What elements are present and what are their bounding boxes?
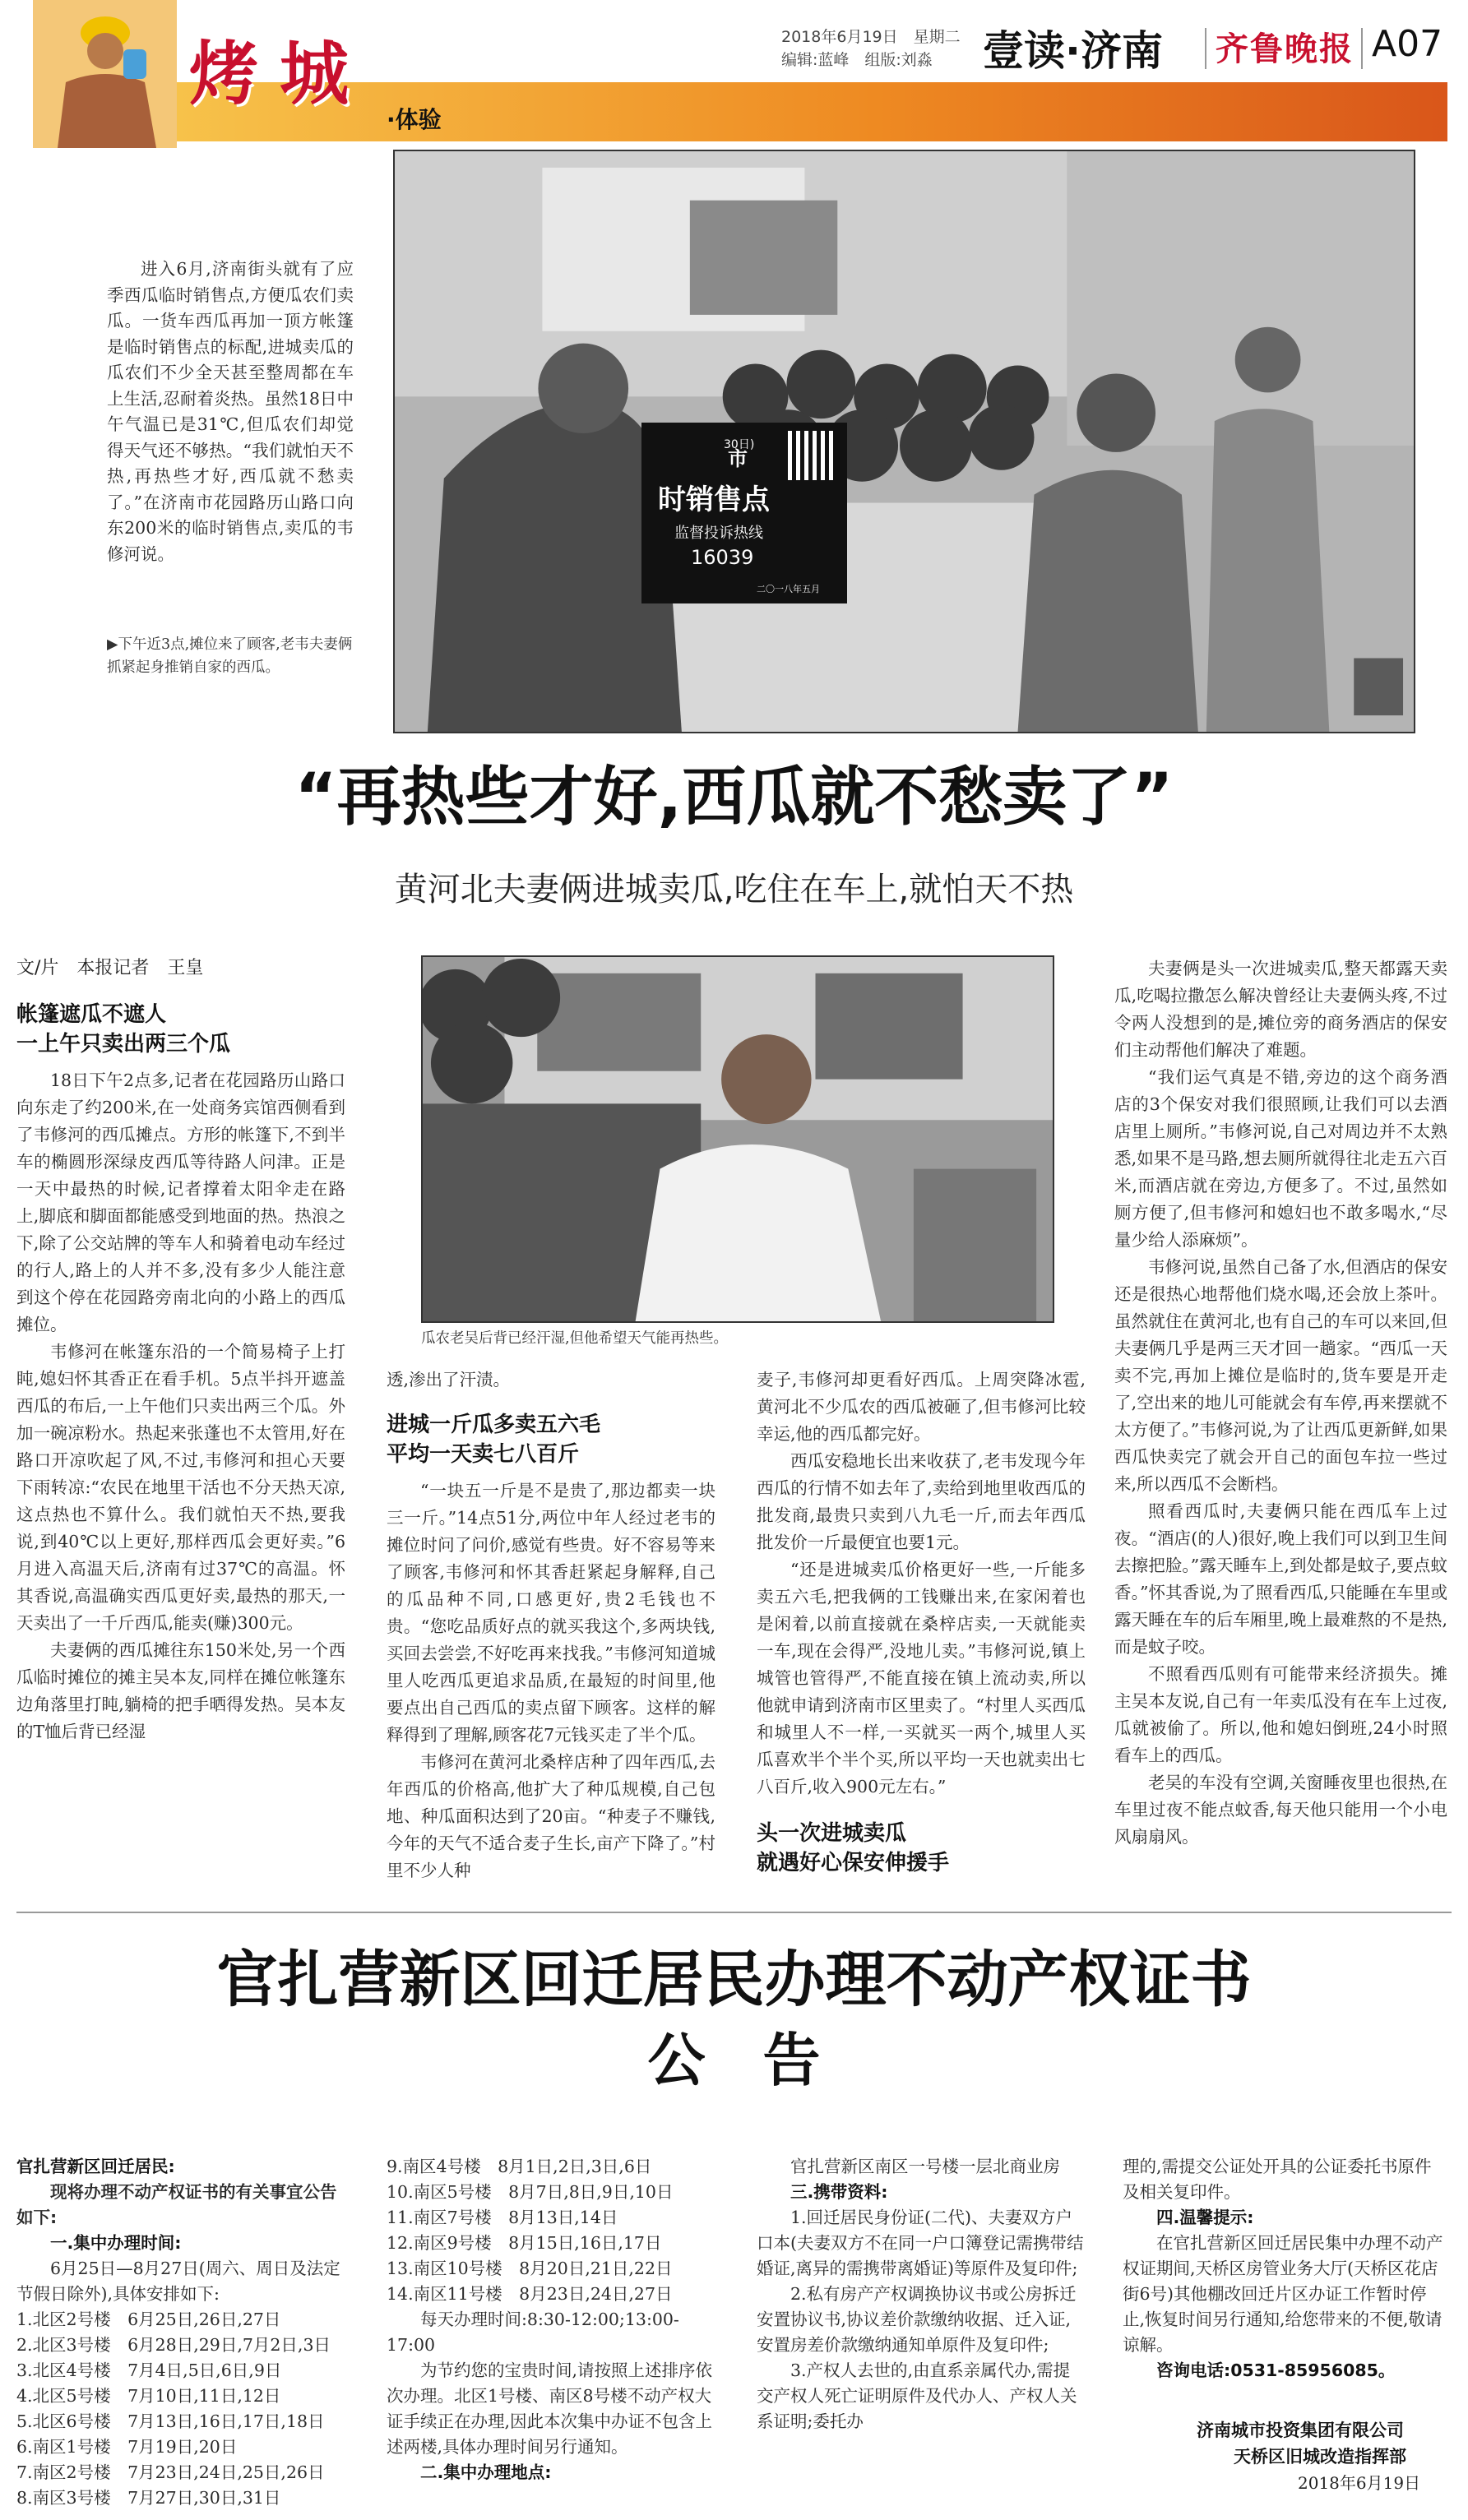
notice-material-1: 1.回迁居民身份证(二代)、夫妻双方户口本(夫妻双方不在同一户口簿登记需携带结婚证,离异的需携带离婚证)等原件及复印件;	[757, 2208, 1084, 2278]
main-headline: “再热些才好,西瓜就不愁卖了”	[294, 761, 1174, 835]
sign-line1: 市	[728, 447, 748, 470]
notice-schedule-row: 14.南区11号楼 8月23日,24日,27日	[387, 2284, 673, 2304]
notice-date: 2018年6月19日	[1298, 2473, 1421, 2493]
sign-line3: 30日)	[724, 438, 755, 451]
notice-schedule-row: 2.北区3号楼 6月28日,29日,7月2日,3日	[16, 2335, 331, 2355]
notice-office-hours: 每天办理时间:8:30-12:00;13:00-17:00	[387, 2310, 679, 2355]
notice-note: 为节约您的宝贵时间,请按照上述排序依次办理。北区1号楼、南区8号楼不动产权大证手续正在办理,因此本次集中办证不包含上述两楼,具体办理时间另行通知。	[387, 2360, 713, 2457]
subheading-2: 进城一斤瓜多卖五六毛 平均一天卖七八百斤	[387, 1413, 601, 1467]
col4-paragraph-5: 不照看西瓜则有可能带来经济损失。摊主吴本友说,自己有一年卖瓜没有在车上过夜,瓜就被偷了。所以,他和媳妇倒班,24小时照看车上的西瓜。	[1114, 1664, 1447, 1765]
col2-paragraph-1: “一块五一斤是不是贵了,那边都卖一块三一斤。”14点51分,两位中年人经过老韦的摊位时问了问价,感觉有些贵。好不容易等来了顾客,韦修河和怀其香赶紧起身解释,自己的瓜品种不同,口感更好,贵2毛钱也不贵。“您吃品质好点的就买我这个,多两块钱,买回去尝尝,不好吃再来找我。”韦修河知道城里人吃西瓜更追求品质,在最短的时间里,他要点出自己西瓜的卖点留下顾客。这样的解释得到了理解,顾客花7元钱买走了半个瓜。	[387, 1481, 715, 1745]
notice-issuer-1: 济南城市投资集团有限公司	[1197, 2421, 1404, 2440]
notice-schedule-row: 9.南区4号楼 8月1日,2日,3日,6日	[387, 2157, 652, 2176]
notice-title: 官扎营新区回迁居民办理不动产权证书	[216, 1944, 1252, 2015]
notice-schedule-row: 4.北区5号楼 7月10日,11日,12日	[16, 2386, 281, 2406]
article-col-1	[16, 995, 345, 1746]
notice-phone: 咨询电话:0531-85956085。	[1156, 2360, 1396, 2380]
article-col-2	[387, 1366, 715, 1884]
notice-issuer-2: 天桥区旧城改造指挥部	[1234, 2447, 1406, 2467]
worker-figure-icon	[33, 0, 177, 148]
col1-paragraph-2: 韦修河在帐篷东沿的一个简易椅子上打盹,媳妇怀其香正在看手机。5点半抖开遮盖西瓜的布后,一上午他们只卖出两三个瓜。外加一碗凉粉水。热起来张蓬也不太管用,好在路口开凉吹起了风,不过,韦修河和担心天要下雨转凉:“农民在地里干活也不分天热天凉,这点热也不算什么。我们就怕天不热,要我说,到40℃以上更好,那样西瓜会更好卖。”6月进入高温天后,济南有过37℃的高温。怀其香说,高温确实西瓜更好卖,最热的那天,一天卖出了一千斤西瓜,能卖(赚)300元。	[16, 1342, 345, 1633]
article-col-3	[757, 1366, 1086, 1886]
notice-subtitle: 公 告	[647, 2027, 821, 2094]
notice-section-4: 四.温馨提示:	[1156, 2208, 1254, 2227]
article-col-4	[1114, 955, 1447, 1851]
sales-point-sign	[641, 423, 847, 603]
notice-schedule-row: 8.南区3号楼 7月27日,30日,31日	[16, 2488, 281, 2508]
notice-schedule-row: 6.南区1号楼 7月19日,20日	[16, 2437, 238, 2457]
notice-greeting: 官扎营新区回迁居民:	[16, 2157, 175, 2176]
photo-watermelon-truck	[393, 150, 1415, 733]
notice-schedule-row: 3.北区4号楼 7月4日,5日,6日,9日	[16, 2360, 282, 2380]
column-title: 烤城	[189, 34, 371, 114]
notice-intro: 现将办理不动产权证书的有关事宜公告如下:	[16, 2182, 337, 2227]
notice-col-2	[387, 2154, 720, 2485]
notice-location: 官扎营新区南区一号楼一层北商业房	[790, 2157, 1060, 2176]
sign-line6: 二〇一八年五月	[757, 584, 820, 594]
col3-paragraph-0: 麦子,韦修河却更看好西瓜。上周突降冰雹,黄河北不少瓜农的西瓜被砸了,但韦修河比较幸运,他的西瓜都完好。	[757, 1370, 1086, 1444]
page-number: A07	[1372, 23, 1443, 65]
notice-schedule-row: 10.南区5号楼 8月7日,8日,9日,10日	[387, 2182, 674, 2202]
section-name: 壹读·济南	[983, 27, 1163, 75]
photo1-caption: ▶下午近3点,摊位来了顾客,老韦夫妻俩抓紧起身推销自家的西瓜。	[107, 636, 353, 676]
notice-schedule-row: 7.南区2号楼 7月23日,24日,25日,26日	[16, 2462, 325, 2482]
col3-paragraph-1: 西瓜安稳地长出来收获了,老韦发现今年西瓜的行情不如去年了,卖给到地里收西瓜的批发商,最贵只卖到八九毛一斤,而去年西瓜批发价一斤最便宜也要1元。	[757, 1451, 1086, 1552]
notice-schedule-row: 5.北区6号楼 7月13日,16日,17日,18日	[16, 2411, 325, 2431]
header-editors: 编辑:蓝峰 组版:刘淼	[781, 51, 933, 69]
notice-material-3: 3.产权人去世的,由直系亲属代办,需提交产权人死亡证明原件及代办人、产权人关系证明;委托办	[757, 2360, 1077, 2431]
notice-tip: 在官扎营新区回迁居民集中办理不动产权证期间,天桥区房管业务大厅(天桥区花店街6号)其他棚改回迁片区办证工作暂时停止,恢复时间另行通知,给您带来的不便,敬请谅解。	[1123, 2233, 1443, 2355]
worker-photo	[33, 0, 177, 148]
qr-code-icon	[788, 431, 837, 480]
col4-paragraph-2: “我们运气真是不错,旁边的这个商务酒店的3个保安对我们很照顾,让我们可以去酒店里上厕所。”韦修河说,自己对周边并不太熟悉,如果不是马路,想去厕所就得往北走五六百米,而酒店就在旁边,方便多了。不过,虽然如厕方便了,但韦修河和媳妇也不敢多喝水,“尽量少给人添麻烦”。	[1114, 1067, 1447, 1250]
notice-material-3-cont: 理的,需提交公证处开具的公证委托书原件及相关复印件。	[1123, 2157, 1432, 2202]
notice-schedule-row: 12.南区9号楼 8月15日,16日,17日	[387, 2233, 662, 2253]
col2-paragraph-0: 透,渗出了汗渍。	[387, 1370, 511, 1389]
header-divider-2	[1361, 28, 1363, 69]
notice-col-1	[16, 2154, 345, 2511]
sign-line4: 监督投诉热线	[674, 525, 763, 542]
notice-material-2: 2.私有房产产权调换协议书或公房拆迁安置协议书,协议差价款缴纳收据、迁入证,安置房差价款缴纳通知单原件及复印件;	[757, 2284, 1077, 2355]
notice-schedule-row: 13.南区10号楼 8月20日,21日,22日	[387, 2259, 673, 2278]
byline: 文/片 本报记者 王皇	[16, 958, 204, 978]
photo-farmer-wu	[421, 955, 1054, 1323]
col4-paragraph-4: 照看西瓜时,夫妻俩只能在西瓜车上过夜。“酒店(的人)很好,晚上我们可以到卫生间去擦把脸。”露天睡车上,到处都是蚊子,要点蚊香。”怀其香说,为了照看西瓜,只能睡在车里或露天睡在车的后车厢里,晚上最难熬的不是热,而是蚊子咬。	[1114, 1501, 1447, 1657]
sign-line5: 16039	[691, 546, 754, 569]
notice-section-3: 三.携带资料:	[790, 2182, 888, 2202]
header-divider	[1205, 28, 1206, 69]
sub-headline: 黄河北夫妻俩进城卖瓜,吃住在车上,就怕天不热	[394, 871, 1074, 909]
col1-paragraph-3: 夫妻俩的西瓜摊往东150米处,另一个西瓜临时摊位的摊主吴本友,同样在摊位帐篷东边角落里打盹,躺椅的把手晒得发热。吴本友的T恤后背已经湿	[16, 1640, 345, 1741]
subheading-1: 帐篷遮瓜不遮人 一上午只卖出两三个瓜	[16, 1002, 231, 1057]
paper-name: 齐鲁晚报	[1216, 30, 1354, 68]
notice-section-2: 二.集中办理地点:	[420, 2462, 552, 2482]
col4-paragraph-6: 老吴的车没有空调,关窗睡夜里也很热,在车里过夜不能点蚊香,每天他只能用一个小电风扇扇风。	[1114, 1773, 1447, 1847]
notice-col-4	[1123, 2154, 1447, 2384]
sign-line2: 时销售点	[658, 483, 770, 516]
notice-col-3	[757, 2154, 1086, 2434]
header-date: 2018年6月19日 星期二	[781, 28, 961, 46]
col1-paragraph-1: 18日下午2点多,记者在花园路历山路口向东走了约200米,在一处商务宾馆西侧看到了韦修河的西瓜摊点。方形的帐篷下,不到半车的椭圆形深绿皮西瓜等待路人问津。正是一天中最热的时候,记者撑着太阳伞走在路上,脚底和脚面都能感受到地面的热。热浪之下,除了公交站牌的等车人和骑着电动车经过的行人,路上的人并不多,没有多少人能注意到这个停在花园路旁南北向的小路上的西瓜摊位。	[16, 1070, 345, 1334]
col3-paragraph-2: “还是进城卖瓜价格更好一些,一斤能多卖五六毛,把我俩的工钱赚出来,在家闲着也是闲着,以前直接就在桑梓店卖,一天就能卖一车,现在会得严,没地儿卖。”韦修河说,镇上城管也管得严,不能直接在镇上流动卖,所以他就申请到济南市区里卖了。“村里人买西瓜和城里人不一样,一买就买一两个,城里人买瓜喜欢半个半个买,所以平均一天也就卖出七八百斤,收入900元左右。”	[757, 1560, 1086, 1796]
col4-paragraph-3: 韦修河说,虽然自己备了水,但酒店的保安还是很热心地帮他们烧水喝,还会放上茶叶。虽然就住在黄河北,也有自己的车可以来回,但夫妻俩几乎是两三天才回一趟家。“西瓜一天卖不完,再加上摊位是临时的,货车要是开走了,空出来的地儿可能就会有车停,再来摆就不太方便了。”韦修河说,为了让西瓜更新鲜,如果西瓜快卖完了就会开自己的面包车拉一些过来,所以西瓜不会断档。	[1114, 1257, 1447, 1494]
intro-text: 进入6月,济南街头就有了应季西瓜临时销售点,方便瓜农们卖瓜。一货车西瓜再加一顶方帐篷是临时销售点的标配,进城卖瓜的瓜农们不少全天甚至整周都在车上生活,忍耐着炎热。虽然18日中午气温已是31℃,但瓜农们却觉得天气还不够热。“我们就怕天不热,再热些才好,西瓜就不愁卖了。”在济南市花园路历山路口向东200米的临时销售点,卖瓜的韦修河说。	[107, 259, 354, 564]
notice-schedule-row: 11.南区7号楼 8月13日,14日	[387, 2208, 618, 2227]
subheading-3: 头一次进城卖瓜 就遇好心保安伸援手	[757, 1821, 950, 1875]
col2-paragraph-2: 韦修河在黄河北桑梓店种了四年西瓜,去年西瓜的价格高,他扩大了种瓜规模,自己包地、种瓜面积达到了20亩。“种麦子不赚钱,今年的天气不适合麦子生长,亩产下降了。”村里不少人种	[387, 1752, 715, 1880]
photo2-caption: 瓜农老吴后背已经汗湿,但他希望天气能再热些。	[421, 1330, 729, 1347]
notice-divider	[16, 1912, 1452, 1913]
notice-period: 6月25日—8月27日(周六、周日及法定节假日除外),具体安排如下:	[16, 2259, 340, 2304]
column-subtitle: ·体验	[387, 106, 442, 133]
notice-section-1: 一.集中办理时间:	[50, 2233, 182, 2253]
col4-paragraph-1: 夫妻俩是头一次进城卖瓜,整天都露天卖瓜,吃喝拉撒怎么解决曾经让夫妻俩头疼,不过令两人没想到的是,摊位旁的商务酒店的保安们主动帮他们解决了难题。	[1114, 959, 1447, 1060]
notice-schedule-row: 1.北区2号楼 6月25日,26日,27日	[16, 2310, 281, 2329]
